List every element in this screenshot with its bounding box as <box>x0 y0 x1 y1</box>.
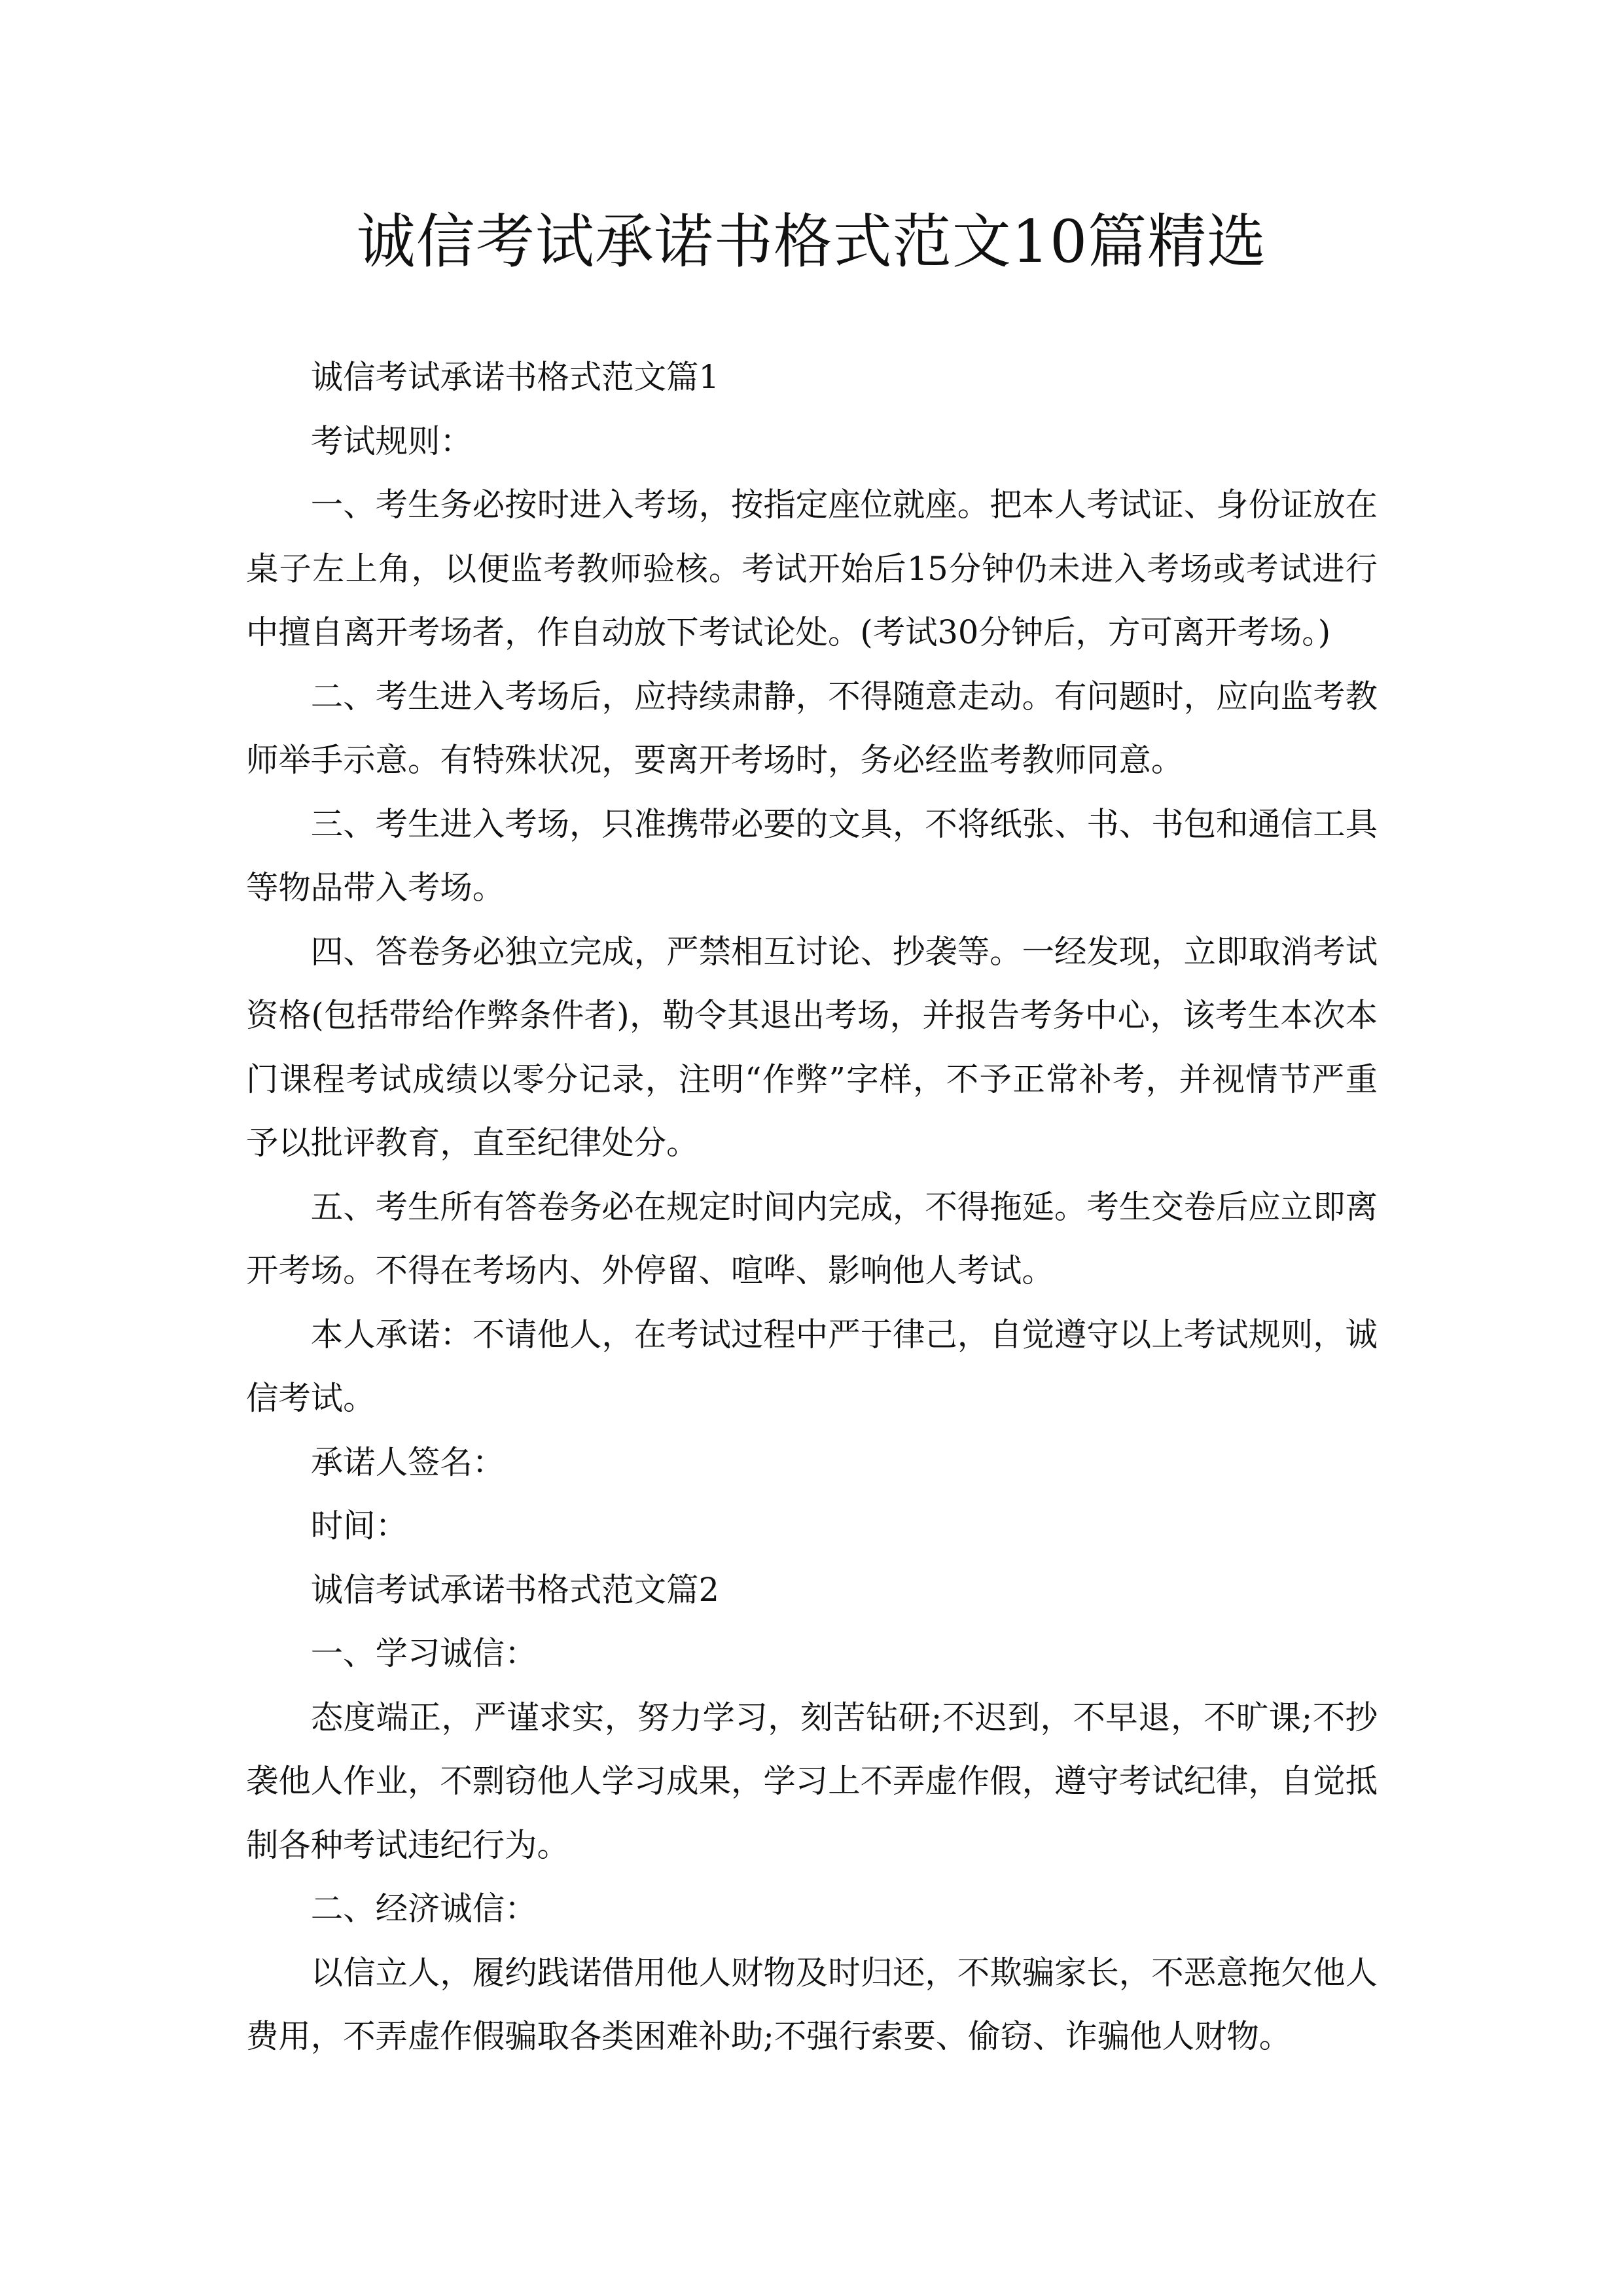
paragraph-economic-integrity: 以信立人，履约践诺借用他人财物及时归还，不欺骗家长，不恶意拖欠他人费用，不弄虚作假骗取各类困难补助;不强行索要、偷窃、诈骗他人财物。 <box>246 1953 1378 2055</box>
section-heading-2: 诚信考试承诺书格式范文篇2 <box>310 1570 719 1609</box>
paragraph-exam-rules-label: 考试规则： <box>310 422 473 460</box>
paragraph-rule-1: 一、考生务必按时进入考场，按指定座位就座。把本人考试证、身份证放在桌子左上角，以便监考教师验核。考试开始后15分钟仍未进入考场或考试进行中擅自离开考场者，作自动放下考试论处。(考试30分钟后，方可离开考场。) <box>246 486 1378 651</box>
paragraph-rule-4: 四、答卷务必独立完成，严禁相互讨论、抄袭等。一经发现，立即取消考试资格(包括带给作弊条件者)，勒令其退出考场，并报告考务中心，该考生本次本门课程考试成绩以零分记录，注明“作弊”字样，不予正常补考，并视情节严重予以批评教育，直至纪律处分。 <box>246 932 1378 1162</box>
paragraph-rule-3: 三、考生进入考场，只准携带必要的文具，不将纸张、书、书包和通信工具等物品带入考场。 <box>246 804 1378 906</box>
paragraph-economic-integrity-label: 二、经济诚信： <box>310 1890 537 1928</box>
paragraph-study-integrity-label: 一、学习诚信： <box>310 1634 537 1672</box>
paragraph-rule-5: 五、考生所有答卷务必在规定时间内完成，不得拖延。考生交卷后应立即离开考场。不得在考场内、外停留、喧哗、影响他人考试。 <box>246 1187 1378 1289</box>
paragraph-study-integrity: 态度端正，严谨求实，努力学习，刻苦钻研;不迟到，不早退，不旷课;不抄袭他人作业，不剽窃他人学习成果，学习上不弄虚作假，遵守考试纪律，自觉抵制各种考试违纪行为。 <box>246 1698 1378 1864</box>
section-heading-1: 诚信考试承诺书格式范文篇1 <box>310 358 719 396</box>
document-body <box>246 346 1378 2069</box>
date-label: 时间： <box>310 1507 408 1545</box>
paragraph-pledge: 本人承诺：不请他人，在考试过程中严于律己，自觉遵守以上考试规则，诚信考试。 <box>246 1315 1378 1417</box>
signature-label: 承诺人签名： <box>310 1443 505 1481</box>
paragraph-rule-2: 二、考生进入考场后，应持续肃静，不得随意走动。有问题时，应向监考教师举手示意。有特殊状况，要离开考场时，务必经监考教师同意。 <box>246 677 1378 779</box>
document-title: 诚信考试承诺书格式范文10篇精选 <box>356 207 1267 276</box>
